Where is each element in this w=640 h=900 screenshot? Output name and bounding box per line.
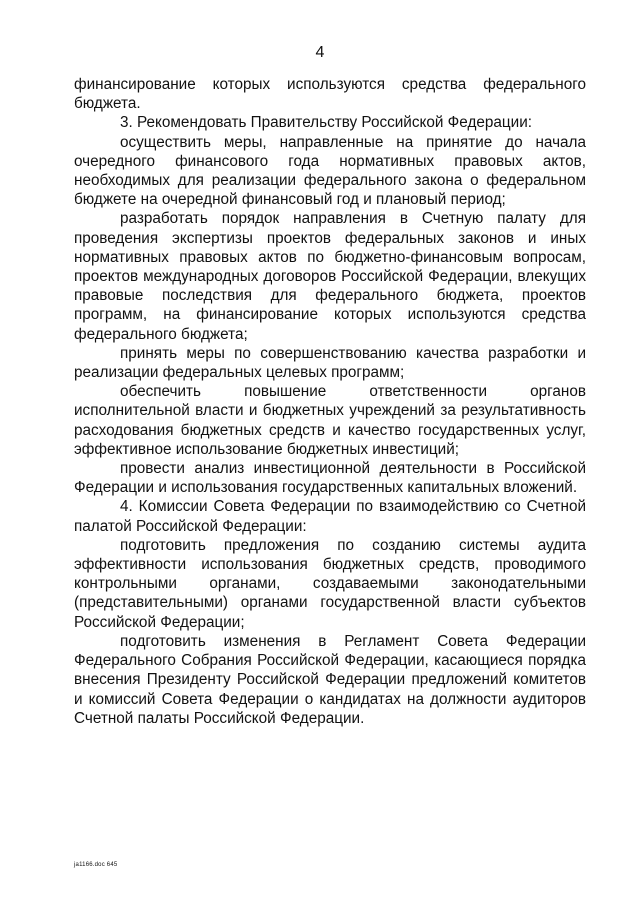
footer-file-code: ja1166.doc 645	[74, 862, 118, 868]
paragraph-responsibility: обеспечить повышение ответственности органов исполнительной власти и бюджетных учреждений за результативность расходования бюджетных средств и качество государственных услуг, эффективное использование бюджетных инвестиций;	[74, 383, 586, 458]
paragraph-audit-system: подготовить предложения по созданию системы аудита эффективности использования бюджетных средств, проводимого контрольными органами, создаваемыми законодательными (представительными) органами государственной власти субъектов Российской Федерации;	[74, 536, 586, 631]
paragraph-item-4-heading: 4. Комиссии Совета Федерации по взаимодействию со Счетной палатой Российской Федерации:	[74, 498, 586, 535]
paragraph-measures: осуществить меры, направленные на принятие до начала очередного финансового года нормативных правовых актов, необходимых для реализации федерального закона о федеральном бюджете на очередной финансовый год и плановый период;	[74, 133, 586, 209]
document-body	[74, 75, 586, 728]
paragraph-regulation-changes: подготовить изменения в Регламент Совета Федерации Федерального Собрания Российской Федерации, касающиеся порядка внесения Президенту Российской Федерации предложений комитетов и комиссий Совета Федерации о кандидатах на должности аудиторов Счетной палаты Российской Федерации.	[74, 632, 586, 727]
paragraph-investment-analysis: провести анализ инвестиционной деятельности в Российской Федерации и использования государственных капитальных вложений.	[74, 460, 586, 497]
page-number: 4	[315, 44, 325, 61]
paragraph-expertise-procedure: разработать порядок направления в Счетную палату для проведения экспертизы проектов федеральных законов и иных нормативных правовых актов по бюджетно-финансовым вопросам, проектов международных договоров Российской Федерации, влекущих правовые последствия для федерального бюджета, проектов программ, на финансирование которых используются средства федерального бюджета;	[74, 210, 586, 343]
paragraph-continuation: финансирование которых используются средства федерального бюджета.	[74, 76, 586, 113]
paragraph-item-3-heading: 3. Рекомендовать Правительству Российской Федерации:	[120, 114, 533, 132]
paragraph-target-programs: принять меры по совершенствованию качества разработки и реализации федеральных целевых программ;	[74, 344, 586, 382]
